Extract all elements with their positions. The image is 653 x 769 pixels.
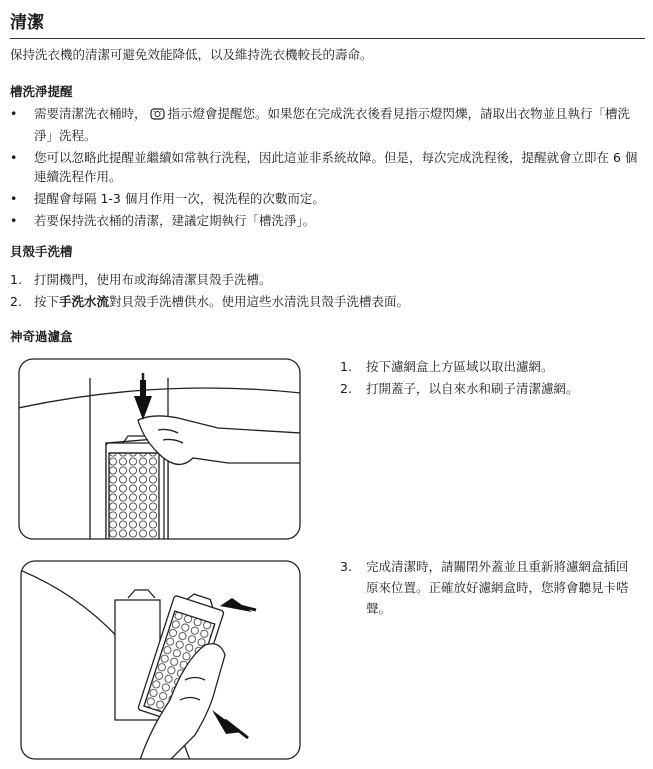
list-item-text: 提醒會每隔 1-3 個月作用一次，視洗程的次數而定。 [34,191,325,206]
magic-filter-steps-b [340,556,640,620]
step-text: 完成清潔時，請關閉外蓋並且重新將濾網盒插回原來位置。正確放好濾網盒時，您將會聽見卡嗒聲。 [366,559,629,616]
list-item [340,378,640,399]
step-text-pre: 按下 [34,294,60,309]
intro-text: 保持洗衣機的清潔可避免效能降低，以及維持洗衣機較長的壽命。 [10,47,373,62]
list-item-text: 若要保持洗衣桶的清潔，建議定期執行「槽洗淨」。 [34,213,316,228]
tub-clean-list [10,104,640,233]
magic-filter-steps-a [340,356,640,400]
list-item [10,270,640,289]
step-text: 按下濾網盒上方區域以取出濾網。 [366,359,554,374]
tub-clean-heading: 槽洗淨提醒 [10,84,73,99]
step-text: 打開機門，使用布或海綿清潔貝殼手洗槽。 [34,272,272,287]
step-number: 2. [340,381,352,396]
list-item [10,189,640,208]
list-item [10,211,640,230]
bullet: • [10,191,18,206]
step-text-post: 對貝殼手洗槽供水。使用這些水清洗貝殼手洗槽表面。 [109,294,410,309]
list-item [10,148,640,186]
magic-filter-heading: 神奇過濾盒 [10,329,73,344]
step-text: 打開蓋子，以自來水和刷子清潔濾網。 [366,381,579,396]
shell-sink-heading: 貝殼手洗槽 [10,244,73,259]
list-item [10,104,640,145]
list-item-text-pre: 需要清潔洗衣桶時， [34,106,147,121]
bullet: • [10,106,18,121]
list-item-text: 您可以忽略此提醒並繼續如常執行洗程，因此這並非系統故障。但是，每次完成洗程後，提醒就會立即在 6 個連續洗程作用。 [34,150,638,184]
step-text-bold: 手洗水流 [59,294,110,309]
insert-filter-illustration [20,560,301,764]
step-number: 3. [340,559,352,574]
page-title: 清潔 [10,8,645,39]
list-item-text-post: 指示燈會提醒您。如果您在完成洗衣後看見指示燈閃爍，請取出衣物並且執行「槽洗淨」洗程。 [34,106,631,143]
bullet: • [10,150,18,165]
step-number: 2. [10,294,22,309]
step-number: 1. [340,359,352,374]
list-item [10,292,640,311]
press-filter-illustration [18,358,301,544]
shell-sink-steps [10,270,640,314]
list-item [340,356,640,377]
tub-clean-icon [150,107,165,126]
bullet: • [10,213,18,228]
list-item [340,556,640,619]
step-number: 1. [10,272,22,287]
